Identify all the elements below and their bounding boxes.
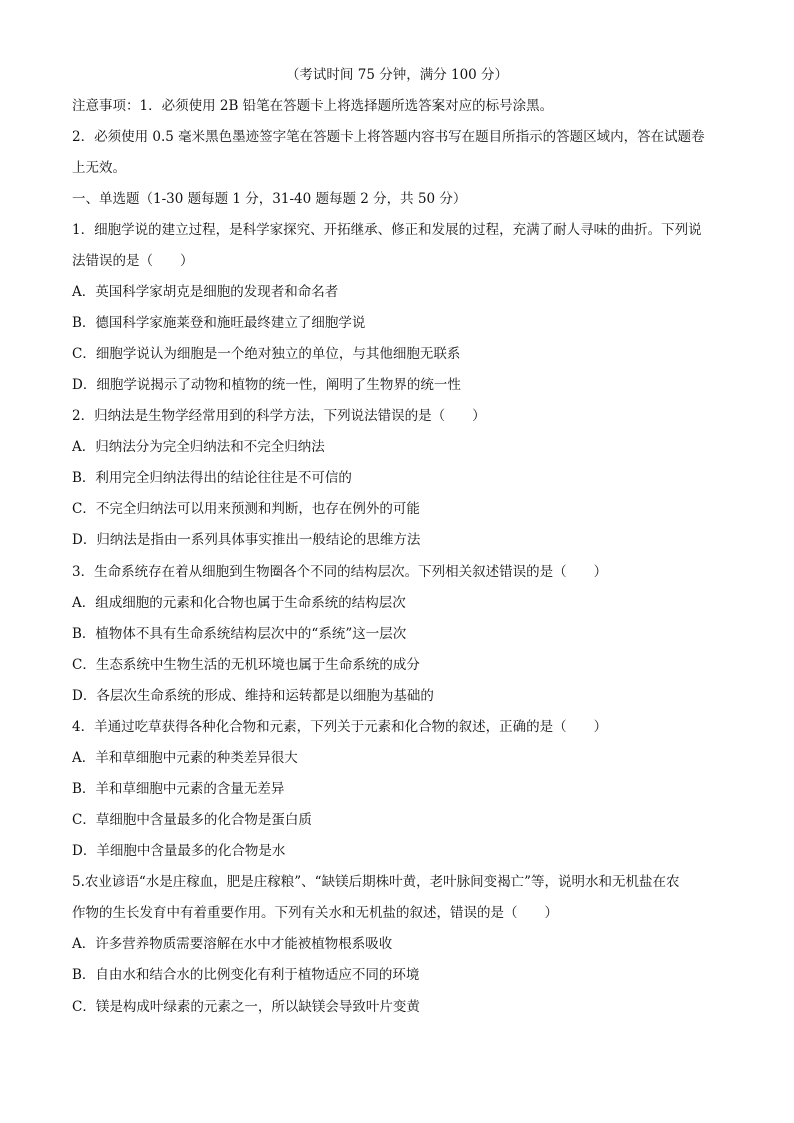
question-1-option-a: A．英国科学家胡克是细胞的发现者和命名者 [72, 284, 339, 300]
notice-line-2: 2．必须使用 0.5 毫米黑色墨迹签字笔在答题卡上将答题内容书写在题目所指示的答题区域内，答在试题卷 [72, 129, 705, 145]
question-3-option-d: D．各层次生命系统的形成、维持和运转都是以细胞为基础的 [72, 688, 434, 704]
question-2-option-c: C．不完全归纳法可以用来预测和判断，也存在例外的可能 [72, 501, 420, 517]
question-3-stem: 3．生命系统存在着从细胞到生物圈各个不同的结构层次。下列相关叙述错误的是（ ） [72, 564, 608, 580]
question-2-option-d: D．归纳法是指由一系列具体事实推出一般结论的思维方法 [72, 532, 421, 548]
notice-line-3: 上无效。 [72, 160, 126, 176]
question-4-option-a: A．羊和草细胞中元素的种类差异很大 [72, 750, 298, 766]
question-4-option-b: B．羊和草细胞中元素的含量无差异 [72, 781, 285, 797]
notice-line-1: 注意事项：1．必须使用 2B 铅笔在答题卡上将选择题所选答案对应的标号涂黑。 [72, 98, 554, 114]
question-3-option-b: B．植物体不具有生命系统结构层次中的“系统”这一层次 [72, 626, 407, 642]
question-2-option-a: A．归纳法分为完全归纳法和不完全归纳法 [72, 439, 325, 455]
question-5-option-b: B．自由水和结合水的比例变化有利于植物适应不同的环境 [72, 967, 420, 983]
question-5-stem-line-2: 作物的生长发育中有着重要作用。下列有关水和无机盐的叙述，错误的是（ ） [72, 905, 558, 921]
question-1-option-d: D．细胞学说揭示了动物和植物的统一性，阐明了生物界的统一性 [72, 377, 461, 393]
question-2-stem: 2．归纳法是生物学经常用到的科学方法，下列说法错误的是（ ） [72, 408, 486, 424]
question-1-stem-line-2: 法错误的是（ ） [72, 253, 194, 269]
question-5-option-c: C．镁是构成叶绿素的元素之一，所以缺镁会导致叶片变黄 [72, 999, 420, 1015]
question-4-stem: 4．羊通过吃草获得各种化合物和元素，下列关于元素和化合物的叙述，正确的是（ ） [72, 719, 608, 735]
question-1-stem-line-1: 1．细胞学说的建立过程，是科学家探究、开拓继承、修正和发展的过程，充满了耐人寻味的曲折。下列说 [72, 222, 702, 238]
question-3-option-a: A．组成细胞的元素和化合物也属于生命系统的结构层次 [72, 595, 406, 611]
question-5-option-a: A．许多营养物质需要溶解在水中才能被植物根系吸收 [72, 936, 393, 952]
question-1-option-c: C．细胞学说认为细胞是一个绝对独立的单位，与其他细胞无联系 [72, 346, 461, 362]
question-4-option-d: D．羊细胞中含量最多的化合物是水 [72, 843, 286, 859]
section-title: 一、单选题（1-30 题每题 1 分，31-40 题每题 2 分，共 50 分） [72, 191, 467, 207]
question-5-stem-line-1: 5.农业谚语“水是庄稼血，肥是庄稼粮”、“缺镁后期株叶黄，老叶脉间变褐亡”等，说明水和无机盐在农 [72, 874, 680, 890]
question-4-option-c: C．草细胞中含量最多的化合物是蛋白质 [72, 812, 312, 828]
question-1-option-b: B．德国科学家施莱登和施旺最终建立了细胞学说 [72, 315, 366, 331]
exam-info: （考试时间 75 分钟，满分 100 分） [285, 67, 509, 83]
question-3-option-c: C．生态系统中生物生活的无机环境也属于生命系统的成分 [72, 657, 420, 673]
question-2-option-b: B．利用完全归纳法得出的结论往往是不可信的 [72, 470, 352, 486]
